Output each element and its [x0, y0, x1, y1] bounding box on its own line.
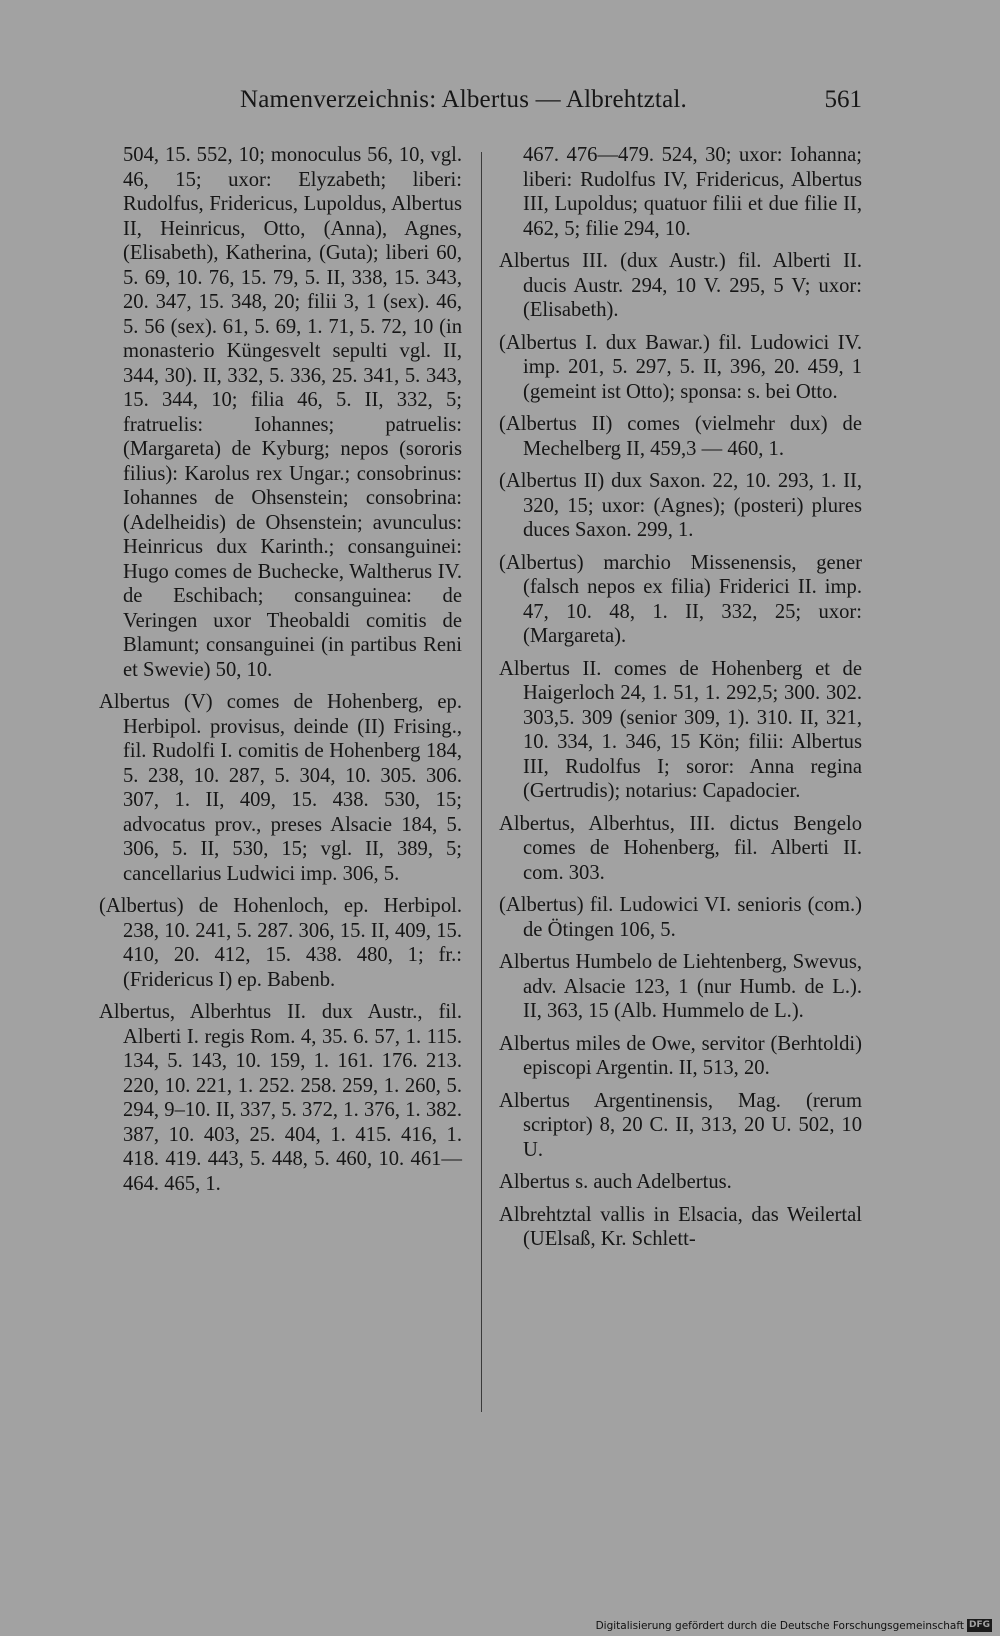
- index-entry: (Albertus) fil. Ludowici VI. senioris (com.) de Ötingen 106, 5.: [499, 894, 862, 941]
- index-entry: Albertus, Alberhtus II. dux Austr., fil. Alberti I. regis Rom. 4, 35. 6. 57, 1. 115. 134, 5. 143, 10. 159, 1. 161. 176. 213. 220, 10. 221, 1. 252. 258. 259, 1. 260, 5. 294, 9–10. II, 337, 5. 372, 1. 376, 1. 382. 387, 10. 403, 25. 404, 1. 415. 416, 1. 418. 419. 443, 5. 448, 5. 460, 10. 461—464. 465, 1.: [99, 1001, 462, 1195]
- right-column: [499, 143, 862, 1260]
- index-entry: Albertus Humbelo de Liehtenberg, Swevus, adv. Alsacie 123, 1 (nur Humb. de L.). II, 363, 15 (Alb. Hummelo de L.).: [499, 951, 862, 1022]
- column-divider: [481, 152, 482, 1412]
- index-entry: (Albertus II) dux Saxon. 22, 10. 293, 1. II, 320, 15; uxor: (Agnes); (posteri) plures duces Saxon. 299, 1.: [499, 470, 862, 541]
- index-entry: (Albertus) marchio Missenensis, gener (falsch nepos ex filia) Friderici II. imp. 47, 10. 48, 1. II, 332, 25; uxor: (Margareta).: [499, 551, 862, 647]
- index-entry: (Albertus) de Hohenloch, ep. Herbipol. 238, 10. 241, 5. 287. 306, 15. II, 409, 15. 410, 20. 412, 15. 438. 480, 1; fr.: (Fridericus I) ep. Babenb.: [99, 895, 462, 991]
- index-entry: Albrehtztal vallis in Elsacia, das Weilertal (UElsaß, Kr. Schlett-: [499, 1203, 862, 1250]
- funding-footer: [596, 1619, 992, 1632]
- index-entry: Albertus miles de Owe, servitor (Berhtoldi) episcopi Argentin. II, 513, 20.: [499, 1032, 862, 1079]
- index-entry: Albertus (V) comes de Hohenberg, ep. Herbipol. provisus, deinde (II) Frising., fil. Rudolfi I. comitis de Hohenberg 184, 5. 238, 10. 287, 5. 304, 10. 305. 306. 307, 1. II, 409, 15. 438. 530, 15; advocatus prov., preses Alsacie 184, 5. 306, 5. II, 530, 15; vgl. II, 389, 5; cancellarius Ludwici imp. 306, 5.: [99, 691, 462, 885]
- left-column: [99, 143, 462, 1204]
- index-entry: Albertus II. comes de Hohenberg et de Haigerloch 24, 1. 51, 1. 292,5; 300. 302. 303,5. 309 (senior 309, 1). 310. II, 321, 10. 334, 1. 346, 15 Kön; filii: Albertus III, Rudolfus I; soror: Anna regina (Gertrudis); notarius: Capadocier.: [499, 657, 862, 802]
- running-title: Namenverzeichnis: Albertus — Albrehtztal.: [240, 86, 687, 113]
- index-entry: Albertus Argentinensis, Mag. (rerum scriptor) 8, 20 C. II, 313, 20 U. 502, 10 U.: [499, 1089, 862, 1161]
- index-entry: 504, 15. 552, 10; monoculus 56, 10, vgl. 46, 15; uxor: Elyzabeth; liberi: Rudolfus, Fridericus, Lupoldus, Albertus II, Heinricus, Otto, (Anna), Agnes, (Elisabeth), Katherina, (Guta); liberi 60, 5. 69, 10. 76, 15. 79, 5. II, 338, 15. 343, 20. 347, 15. 348, 20; filii 3, 1 (sex). 46, 5. 56 (sex). 61, 5. 69, 1. 71, 5. 72, 10 (in monasterio Küngesvelt sepulti vgl. II, 344, 30). II, 332, 5. 336, 25. 341, 5. 343, 15. 344, 10; filia 46, 5. II, 332, 5; fratruelis: Iohannes; patruelis: (Margareta) de Kyburg; nepos (sororis filius): Karolus rex Ungar.; consobrinus: Iohannes de Ohsenstein; consobrina: (Adelheidis) de Ohsenstein; avunculus: Heinricus dux Karinth.; consanguinei: Hugo comes de Buchecke, Waltherus IV. de Eschibach; consanguinea: de Veringen uxor Theobaldi comitis de Blamunt; consanguinei (in partibus Reni et Swevie) 50, 10.: [123, 144, 462, 681]
- index-entry: 467. 476—479. 524, 30; uxor: Iohanna; liberi: Rudolfus IV, Fridericus, Albertus III, Lupoldus; quatuor filii et due filie II, 462, 5; filie 294, 10.: [523, 144, 862, 240]
- dfg-logo: DFG: [968, 1620, 990, 1630]
- index-entry: Albertus, Alberhtus, III. dictus Bengelo comes de Hohenberg, fil. Alberti II. com. 303.: [499, 812, 862, 884]
- index-entry: (Albertus I. dux Bawar.) fil. Ludowici IV. imp. 201, 5. 297, 5. II, 396, 20. 459, 1 (gemeint ist Otto); sponsa: s. bei Otto.: [499, 331, 862, 403]
- page-number: 561: [824, 86, 862, 113]
- index-entry: Albertus s. auch Adelbertus.: [499, 1171, 732, 1193]
- page-header: [0, 86, 1000, 126]
- index-entry: (Albertus II) comes (vielmehr dux) de Mechelberg II, 459,3 — 460, 1.: [499, 413, 862, 460]
- footer-text: Digitalisierung gefördert durch die Deutsche Forschungsgemeinschaft: [595, 1619, 964, 1632]
- index-entry: Albertus III. (dux Austr.) fil. Alberti II. ducis Austr. 294, 10 V. 295, 5 V; uxor: (Elisabeth).: [499, 250, 862, 321]
